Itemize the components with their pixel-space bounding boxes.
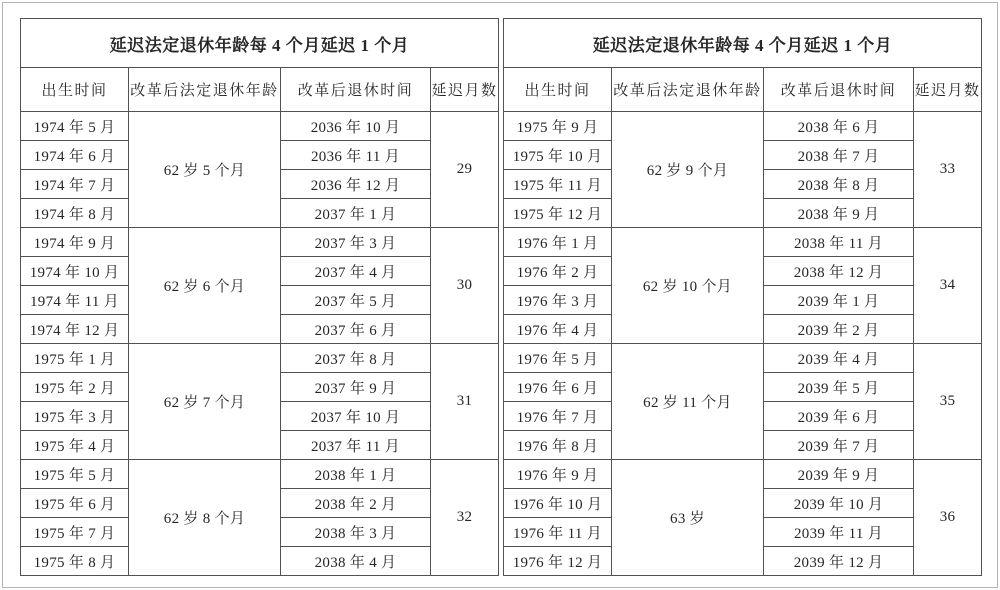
table-row <box>504 112 982 141</box>
birth-month-cell: 1975 年 11 月 <box>504 170 612 199</box>
retirement-age-cell: 62 岁 5 个月 <box>129 112 281 228</box>
retirement-month-cell: 2037 年 4 月 <box>281 257 431 286</box>
column-header-birth-time: 出生时间 <box>21 68 129 112</box>
retirement-month-cell: 2038 年 1 月 <box>281 460 431 489</box>
birth-month-cell: 1974 年 9 月 <box>21 228 129 257</box>
column-header-statutory-age: 改革后法定退休年龄 <box>612 68 764 112</box>
retirement-month-cell: 2039 年 12 月 <box>764 547 914 576</box>
birth-month-cell: 1974 年 5 月 <box>21 112 129 141</box>
table-row <box>21 460 499 489</box>
retirement-month-cell: 2039 年 1 月 <box>764 286 914 315</box>
delay-months-cell: 33 <box>914 112 982 228</box>
retirement-month-cell: 2037 年 5 月 <box>281 286 431 315</box>
retirement-month-cell: 2039 年 6 月 <box>764 402 914 431</box>
delay-months-cell: 29 <box>431 112 499 228</box>
birth-month-cell: 1975 年 12 月 <box>504 199 612 228</box>
birth-month-cell: 1976 年 9 月 <box>504 460 612 489</box>
column-header-birth-time: 出生时间 <box>504 68 612 112</box>
table-row <box>21 228 499 257</box>
retirement-month-cell: 2037 年 8 月 <box>281 344 431 373</box>
table-title: 延迟法定退休年龄每 4 个月延迟 1 个月 <box>504 19 982 68</box>
retirement-month-cell: 2039 年 10 月 <box>764 489 914 518</box>
retirement-month-cell: 2037 年 10 月 <box>281 402 431 431</box>
retirement-month-cell: 2038 年 2 月 <box>281 489 431 518</box>
birth-month-cell: 1976 年 12 月 <box>504 547 612 576</box>
birth-month-cell: 1975 年 2 月 <box>21 373 129 402</box>
birth-month-cell: 1976 年 1 月 <box>504 228 612 257</box>
birth-month-cell: 1975 年 5 月 <box>21 460 129 489</box>
retirement-age-cell: 62 岁 6 个月 <box>129 228 281 344</box>
table-body <box>21 112 499 576</box>
retirement-month-cell: 2037 年 3 月 <box>281 228 431 257</box>
birth-month-cell: 1976 年 3 月 <box>504 286 612 315</box>
delay-months-cell: 32 <box>431 460 499 576</box>
delay-months-cell: 30 <box>431 228 499 344</box>
retirement-delay-table-left <box>20 18 499 576</box>
birth-month-cell: 1974 年 6 月 <box>21 141 129 170</box>
table-row <box>504 460 982 489</box>
table-row <box>504 344 982 373</box>
birth-month-cell: 1975 年 4 月 <box>21 431 129 460</box>
birth-month-cell: 1976 年 11 月 <box>504 518 612 547</box>
retirement-month-cell: 2039 年 7 月 <box>764 431 914 460</box>
retirement-month-cell: 2037 年 6 月 <box>281 315 431 344</box>
column-header-retirement-time: 改革后退休时间 <box>764 68 914 112</box>
birth-month-cell: 1976 年 4 月 <box>504 315 612 344</box>
birth-month-cell: 1975 年 9 月 <box>504 112 612 141</box>
retirement-month-cell: 2038 年 3 月 <box>281 518 431 547</box>
delay-months-cell: 35 <box>914 344 982 460</box>
retirement-delay-table-right <box>503 18 982 576</box>
column-header-delay-months: 延迟月数 <box>914 68 982 112</box>
birth-month-cell: 1976 年 8 月 <box>504 431 612 460</box>
column-header-row <box>504 68 982 112</box>
retirement-month-cell: 2038 年 8 月 <box>764 170 914 199</box>
table-body <box>504 112 982 576</box>
retirement-month-cell: 2037 年 11 月 <box>281 431 431 460</box>
table-row <box>21 344 499 373</box>
retirement-month-cell: 2038 年 11 月 <box>764 228 914 257</box>
retirement-age-cell: 62 岁 8 个月 <box>129 460 281 576</box>
birth-month-cell: 1974 年 8 月 <box>21 199 129 228</box>
birth-month-cell: 1974 年 11 月 <box>21 286 129 315</box>
table-row <box>504 228 982 257</box>
retirement-month-cell: 2038 年 7 月 <box>764 141 914 170</box>
retirement-month-cell: 2038 年 4 月 <box>281 547 431 576</box>
column-header-statutory-age: 改革后法定退休年龄 <box>129 68 281 112</box>
birth-month-cell: 1976 年 2 月 <box>504 257 612 286</box>
retirement-month-cell: 2039 年 4 月 <box>764 344 914 373</box>
column-header-row <box>21 68 499 112</box>
column-header-retirement-time: 改革后退休时间 <box>281 68 431 112</box>
retirement-month-cell: 2037 年 9 月 <box>281 373 431 402</box>
retirement-month-cell: 2037 年 1 月 <box>281 199 431 228</box>
table-title: 延迟法定退休年龄每 4 个月延迟 1 个月 <box>21 19 499 68</box>
birth-month-cell: 1976 年 7 月 <box>504 402 612 431</box>
birth-month-cell: 1974 年 10 月 <box>21 257 129 286</box>
birth-month-cell: 1974 年 7 月 <box>21 170 129 199</box>
retirement-month-cell: 2036 年 10 月 <box>281 112 431 141</box>
retirement-month-cell: 2039 年 9 月 <box>764 460 914 489</box>
birth-month-cell: 1975 年 7 月 <box>21 518 129 547</box>
birth-month-cell: 1975 年 3 月 <box>21 402 129 431</box>
retirement-month-cell: 2039 年 5 月 <box>764 373 914 402</box>
retirement-age-cell: 62 岁 7 个月 <box>129 344 281 460</box>
birth-month-cell: 1975 年 10 月 <box>504 141 612 170</box>
birth-month-cell: 1975 年 6 月 <box>21 489 129 518</box>
retirement-month-cell: 2039 年 2 月 <box>764 315 914 344</box>
birth-month-cell: 1976 年 10 月 <box>504 489 612 518</box>
retirement-month-cell: 2036 年 11 月 <box>281 141 431 170</box>
column-header-delay-months: 延迟月数 <box>431 68 499 112</box>
retirement-age-cell: 62 岁 10 个月 <box>612 228 764 344</box>
retirement-month-cell: 2038 年 12 月 <box>764 257 914 286</box>
birth-month-cell: 1976 年 6 月 <box>504 373 612 402</box>
table-row <box>21 112 499 141</box>
retirement-month-cell: 2039 年 11 月 <box>764 518 914 547</box>
birth-month-cell: 1975 年 8 月 <box>21 547 129 576</box>
retirement-age-cell: 62 岁 9 个月 <box>612 112 764 228</box>
retirement-month-cell: 2038 年 6 月 <box>764 112 914 141</box>
retirement-age-cell: 63 岁 <box>612 460 764 576</box>
birth-month-cell: 1975 年 1 月 <box>21 344 129 373</box>
retirement-month-cell: 2036 年 12 月 <box>281 170 431 199</box>
delay-months-cell: 34 <box>914 228 982 344</box>
birth-month-cell: 1974 年 12 月 <box>21 315 129 344</box>
birth-month-cell: 1976 年 5 月 <box>504 344 612 373</box>
delay-months-cell: 31 <box>431 344 499 460</box>
delay-months-cell: 36 <box>914 460 982 576</box>
table-title-row <box>504 19 982 68</box>
retirement-month-cell: 2038 年 9 月 <box>764 199 914 228</box>
table-title-row <box>21 19 499 68</box>
retirement-age-cell: 62 岁 11 个月 <box>612 344 764 460</box>
